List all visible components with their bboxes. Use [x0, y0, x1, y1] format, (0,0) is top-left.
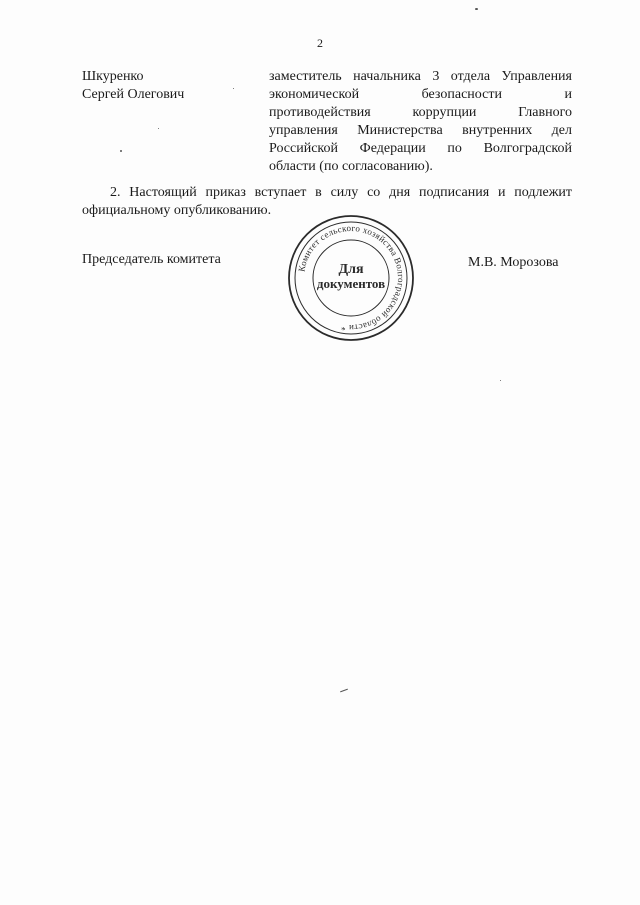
clause-line: официальному опубликованию.: [82, 203, 272, 218]
scan-speck: [475, 8, 478, 10]
seal-center-line-2: документов: [316, 276, 386, 291]
member-role-line: области (по согласованию).: [269, 159, 433, 174]
member-role-line: Российской Федерации по Волгоградской: [269, 141, 572, 156]
scan-speck: [120, 150, 122, 152]
member-role-line: управления Министерства внутренних дел: [269, 123, 572, 138]
member-surname: Шкуренко: [82, 69, 144, 84]
member-name: [82, 68, 242, 104]
scan-speck: [500, 380, 501, 381]
member-role-line: противодействия коррупции Главного: [269, 105, 572, 120]
member-entry: [82, 68, 572, 178]
member-role-line: экономической безопасности и: [269, 87, 572, 102]
signer-name: М.В. Морозова: [468, 255, 559, 270]
seal-ring-text: Комитет сельского хозяйства Волгоградской области *: [296, 222, 407, 334]
page-number: 2: [317, 36, 323, 50]
member-role: [269, 68, 572, 176]
official-seal: [286, 213, 416, 343]
scan-speck: [233, 88, 234, 89]
scan-speck: [158, 128, 159, 129]
member-role-line: заместитель начальника 3 отдела Управления: [269, 69, 572, 84]
signer-title: Председатель комитета: [82, 252, 221, 267]
seal-center-line-1: Для: [338, 262, 364, 277]
scan-speck: [340, 689, 348, 693]
member-given-names: Сергей Олегович: [82, 87, 185, 102]
clause-line: 2. Настоящий приказ вступает в силу со дня подписания и подлежит: [110, 185, 572, 200]
